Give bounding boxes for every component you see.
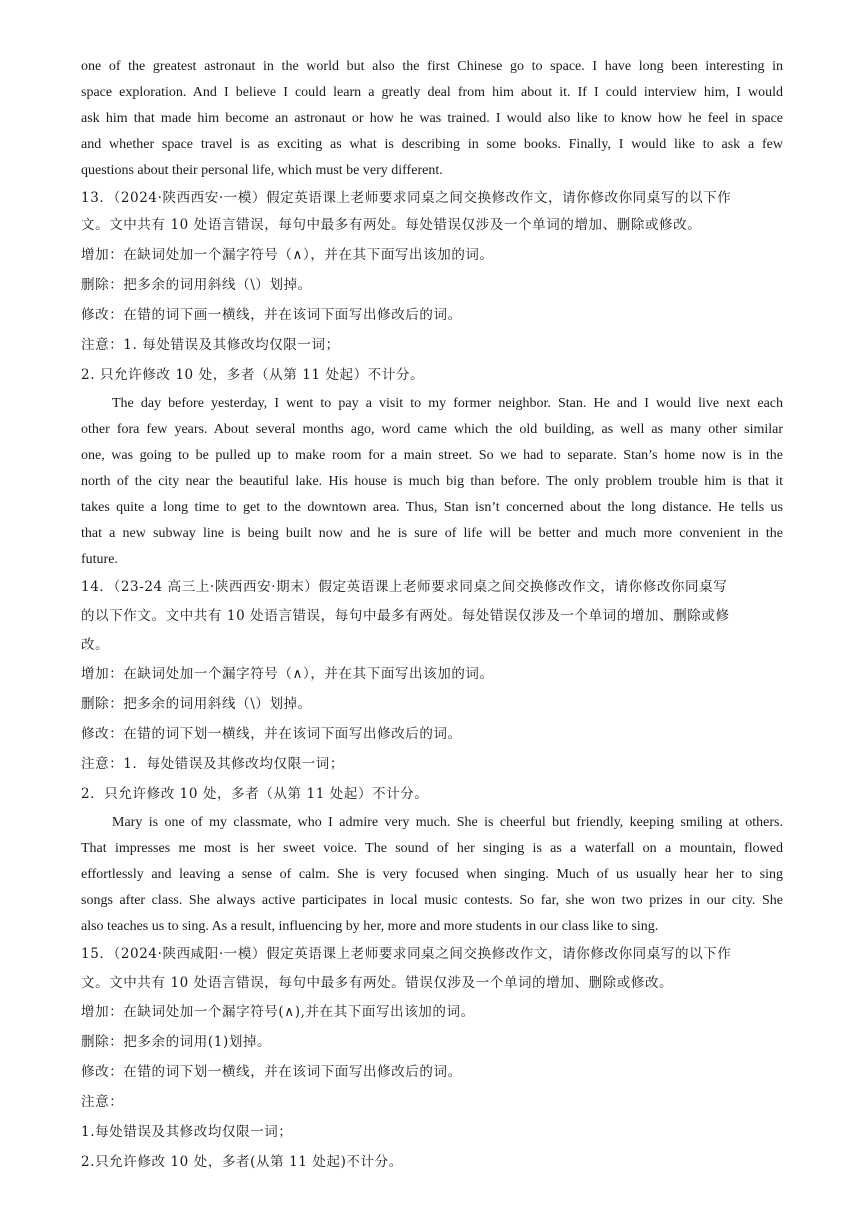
question-15-modify-rule: 修改：在错的词下划一横线，并在该词下面写出修改后的词。 bbox=[81, 1064, 462, 1080]
question-15-note: 1.每处错误及其修改均仅限一词； bbox=[81, 1124, 293, 1140]
question-14-instruction: 的以下作文。文中共有 10 处语言错误，每句中最多有两处。每处错误仅涉及一个单词的增加、删除或修 bbox=[81, 608, 730, 624]
question-13-instruction: 文。文中共有 10 处语言错误，每句中最多有两处。每处错误仅涉及一个单词的增加、删除或修改。 bbox=[81, 217, 702, 233]
question-15-instruction: 文。文中共有 10 处语言错误，每句中最多有两处。错误仅涉及一个单词的增加、删除或修改。 bbox=[81, 975, 674, 991]
question-15-note: 2.只允许修改 10 处，多者(从第 11 处起)不计分。 bbox=[81, 1154, 403, 1170]
passage-14-line: That impresses me most is her sweet voice. The sound of her singing is as a waterfall on a mountain, flowed bbox=[81, 841, 783, 856]
question-15-note-label: 注意： bbox=[81, 1094, 124, 1110]
question-15-add-rule: 增加：在缺词处加一个漏字符号(∧),并在其下面写出该加的词。 bbox=[81, 1004, 475, 1020]
question-13-heading: 13．（2024·陕西西安·一模）假定英语课上老师要求同桌之间交换修改作文，请你修改你同桌写的以下作 bbox=[81, 190, 732, 206]
question-15-heading: 15．（2024·陕西咸阳·一模）假定英语课上老师要求同桌之间交换修改作文，请你修改你同桌写的以下作 bbox=[81, 946, 732, 962]
passage-14-line: Mary is one of my classmate, who I admire very much. She is cheerful but friendly, keeping smiling at others. bbox=[112, 815, 783, 830]
passage-12-line: and whether space travel is as exciting as what is describing in some books. Finally, I would like to ask a few bbox=[81, 137, 783, 152]
passage-14-line: also teaches us to sing. As a result, influencing by her, more and more students in our class like to sing. bbox=[81, 919, 659, 934]
passage-13-line: other fora few years. About several months ago, word came which the old building, as well as many other similar bbox=[81, 422, 783, 437]
passage-12-line: one of the greatest astronaut in the world but also the first Chinese go to space. I have long been interesting in bbox=[81, 59, 783, 74]
passage-13-line: that a new subway line is being built now and he is sure of life will be better and much more convenient in the bbox=[81, 526, 783, 541]
question-14-instruction: 改。 bbox=[81, 637, 110, 653]
passage-12-line: ask him that made him become an astronaut or how he was trained. I would also like to know how he feel in space bbox=[81, 111, 783, 126]
question-13-delete-rule: 删除：把多余的词用斜线（\）划掉。 bbox=[81, 277, 312, 293]
question-15-delete-rule: 删除：把多余的词用(1)划掉。 bbox=[81, 1034, 272, 1050]
passage-13-line: The day before yesterday, I went to pay a visit to my former neighbor. Stan. He and I would live next each bbox=[112, 396, 783, 411]
question-13-add-rule: 增加：在缺词处加一个漏字符号（∧），并在其下面写出该加的词。 bbox=[81, 247, 494, 263]
passage-12-line: questions about their personal life, which must be very different. bbox=[81, 163, 443, 178]
passage-13-line: north of the city near the beautiful lake. His house is much big than before. The only problem trouble him is that it bbox=[81, 474, 783, 489]
question-14-heading: 14．（23-24 高三上·陕西西安·期末）假定英语课上老师要求同桌之间交换修改作文，请你修改你同桌写 bbox=[81, 579, 728, 595]
passage-13-line: future. bbox=[81, 552, 118, 567]
question-13-modify-rule: 修改：在错的词下画一横线，并在该词下面写出修改后的词。 bbox=[81, 307, 462, 323]
question-14-delete-rule: 删除：把多余的词用斜线（\）划掉。 bbox=[81, 696, 312, 712]
question-14-note: 注意：1．每处错误及其修改均仅限一词； bbox=[81, 756, 344, 772]
question-13-note: 注意：1. 每处错误及其修改均仅限一词； bbox=[81, 337, 340, 353]
passage-14-line: songs after class. She always active participates in local music contests. So far, she won two prizes in our city. She bbox=[81, 893, 783, 908]
passage-13-line: one, was going to be pulled up to make room for a main street. So we had to separate. Stan’s home now is in the bbox=[81, 448, 783, 463]
passage-13-line: takes quite a long time to get to the downtown area. Thus, Stan isn’t concerned about the long distance. He tells us bbox=[81, 500, 783, 515]
question-14-add-rule: 增加：在缺词处加一个漏字符号（∧），并在其下面写出该加的词。 bbox=[81, 666, 494, 682]
question-13-note: 2. 只允许修改 10 处，多者（从第 11 处起）不计分。 bbox=[81, 367, 425, 383]
question-14-note: 2．只允许修改 10 处，多者（从第 11 处起）不计分。 bbox=[81, 786, 429, 802]
question-14-modify-rule: 修改：在错的词下划一横线，并在该词下面写出修改后的词。 bbox=[81, 726, 462, 742]
passage-14-line: effortlessly and leaving a sense of calm. She is very focused when singing. Much of us usually hear her to sing bbox=[81, 867, 783, 882]
passage-12-line: space exploration. And I believe I could learn a greatly deal from him about it. If I could interview him, I would bbox=[81, 85, 783, 100]
